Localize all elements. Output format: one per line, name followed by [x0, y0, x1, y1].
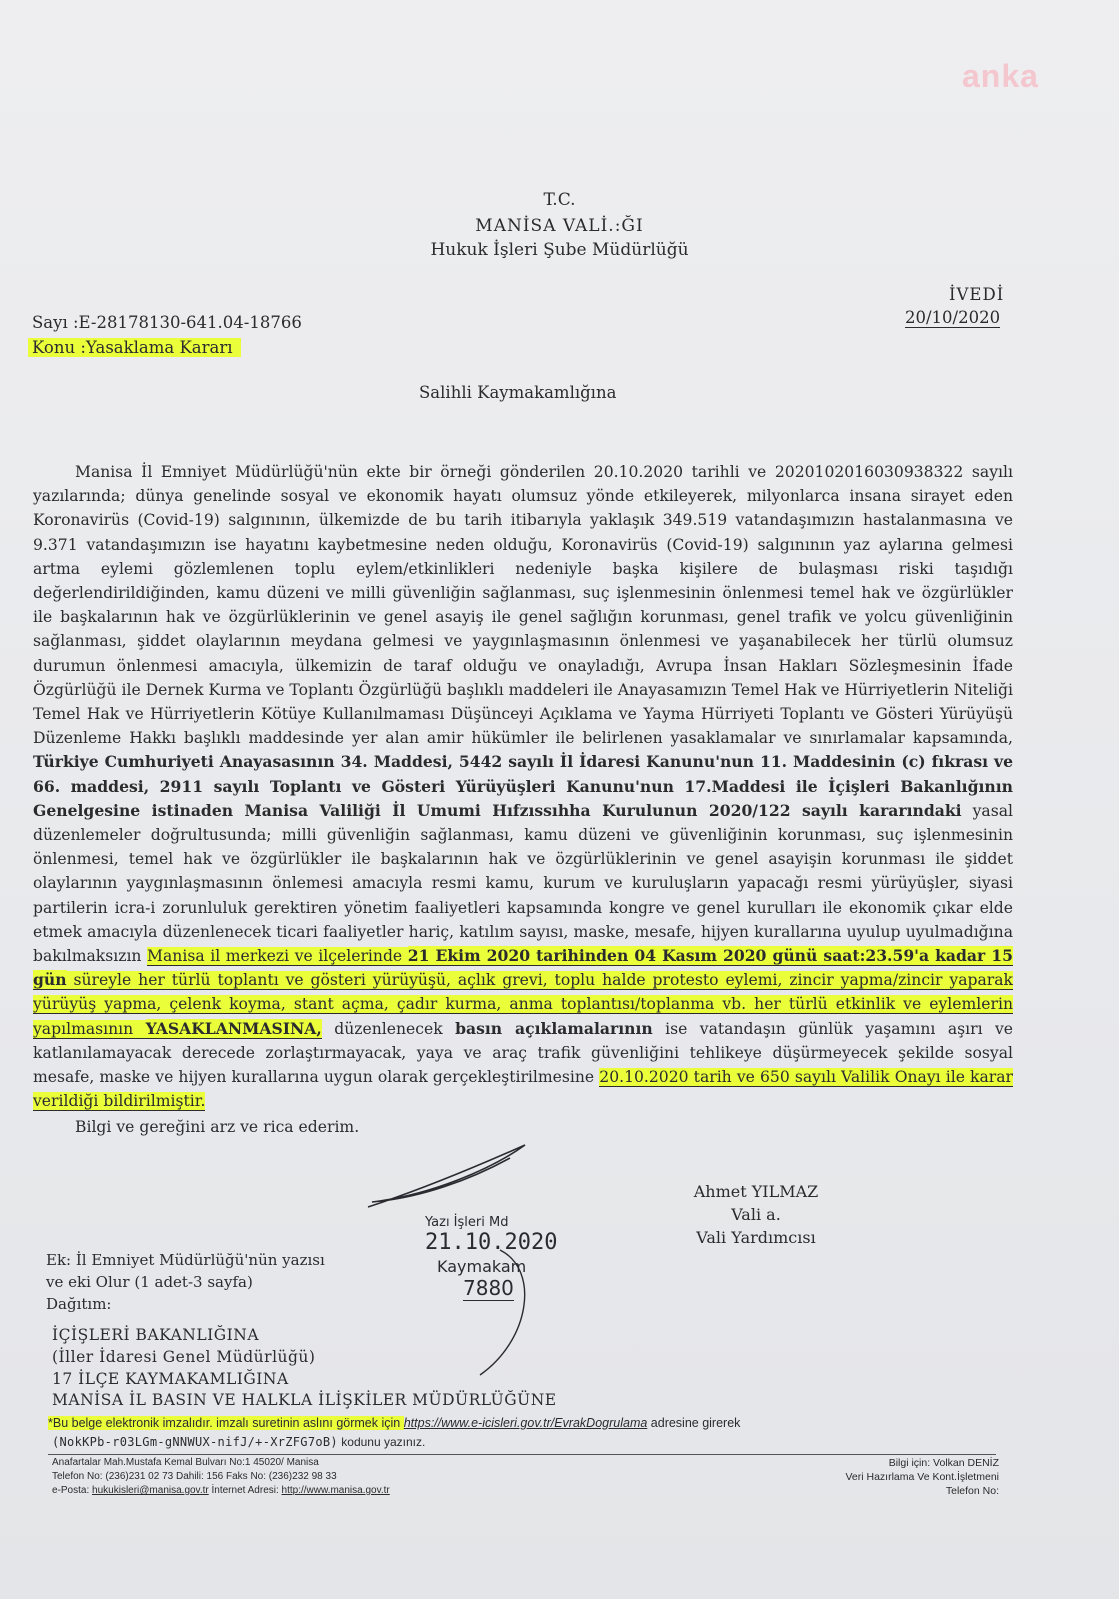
verification-link[interactable]: https://www.e-icisleri.gov.tr/EvrakDogrulama — [403, 1416, 648, 1430]
header-department: Hukuk İşleri Şube Müdürlüğü — [430, 240, 689, 260]
info-phone: Telefon No: — [945, 1485, 999, 1497]
e-signature-notice — [48, 1416, 740, 1430]
stamp-number: 7880 — [463, 1276, 514, 1300]
body-paragraph — [33, 460, 1013, 1113]
distribution-item: (İller İdaresi Genel Müdürlüğü) — [52, 1348, 316, 1366]
body-text-2: yasal düzenlemeler doğrultusunda; milli güvenliğin sağlanması, kamu düzeni ve güvenliğinin korunması, suç işlenmesinin önlenmesi, temel hak ve özgürlükler ile başkalarının hak ve özgürlüklerinin ve genel asayişin korunması ile şiddet olaylarının yaygınlaşmasının önlemesi amacıyla resmi kamu, kurum ve kuruluşların yapacağı resmi yürüyüşler, siyasi partilerin icra-i zorunluluk gerektiren yönetim faaliyetleri kapsamında kongre ve genel kurulları ile ekonomik çıkar elde etmek amacıyla düzenlenecek ticari faaliyetler hariç, katılım sayısı, maske, mesafe, hijyen kurallarına uyulup uyulmadığına bakılmaksızın — [33, 801, 1013, 966]
highlight-ban: YASAKLANMASINA, — [145, 1018, 322, 1038]
legal-basis-text: Türkiye Cumhuriyeti Anayasasının 34. Maddesi, 5442 sayılı İl İdaresi Kanunu'nun 11. Maddesinin (c) fıkrası ve 66. maddesi, 2911 sayılı Toplantı ve Gösteri Yürüyüşleri Kanunu'nun 17.Maddesi ile İçişleri Bakanlığının Genelgesine istinaden Manisa Valiliği İl Umumi Hıfzıssıhha Kurulunun 2020/122 sayılı kararındaki — [33, 752, 1013, 820]
body-text-3: düzenlenecek — [321, 1019, 456, 1038]
address-line: Anafartalar Mah.Mustafa Kemal Bulvarı No:1 45020/ Manisa — [52, 1457, 319, 1468]
contact-line — [52, 1484, 390, 1498]
distribution-heading: Dağıtım: — [46, 1295, 112, 1313]
header-tc: T.C. — [543, 190, 576, 210]
body-text-4: ise vatandaşın günlük yaşamını aşırı ve katlanılamayacak derecede zorlaştırmayacak, yaya ve araç trafik güvenliğini tehlikeye düşürmeyecek şekilde sosyal mesafe, maske ve hijyen kurallarına uygun olarak gerçekleştirilmesine — [33, 1019, 1014, 1087]
footer-address — [52, 1456, 390, 1498]
subject-line: Konu :Yasaklama Kararı — [28, 338, 241, 357]
stamp-department: Yazı İşleri Md — [425, 1215, 509, 1230]
header-institution: MANİSA VALİ.:ĞI — [475, 216, 644, 236]
attachment-line-2: ve eki Olur (1 adet-3 sayfa) — [46, 1273, 253, 1291]
verification-code: (NokKPb-r03LGm-gNNWUX-nifJ/+-XrZFG7oB) — [52, 1435, 338, 1449]
footer-divider — [48, 1454, 996, 1455]
signatory-title-2: Vali Yardımcısı — [696, 1228, 816, 1247]
e-signature-text-end: adresine girerek — [647, 1416, 741, 1430]
document-body — [33, 460, 1013, 1140]
email-label: e-Posta: — [52, 1485, 93, 1496]
highlight-approval: 20.10.2020 tarih ve 650 sayılı Valilik Onayı ile karar verildiği bildirilmiştir. — [33, 1068, 1013, 1111]
distribution-item: 17 İLÇE KAYMAKAMLIĞINA — [52, 1370, 289, 1388]
closing-sentence: Bilgi ve gereğini arz ve rica ederim. — [75, 1118, 360, 1137]
document-date: 20/10/2020 — [905, 308, 1001, 327]
verification-code-hint: kodunu yazınız. — [337, 1435, 426, 1449]
addressee: Salihli Kaymakamlığına — [419, 383, 617, 402]
attachment-line-1: Ek: İl Emniyet Müdürlüğü'nün yazısı — [46, 1251, 325, 1269]
anka-watermark: anka — [962, 58, 1039, 94]
signatory-title-1: Vali a. — [731, 1205, 781, 1224]
e-signature-text: *Bu belge elektronik imzalıdır. imzalı suretinin aslını görmek için — [48, 1416, 404, 1430]
web-link[interactable]: http://www.manisa.gov.tr — [281, 1485, 390, 1496]
email-link[interactable]: hukukisleri@manisa.gov.tr — [92, 1485, 209, 1496]
web-label: İnternet Adresi: — [208, 1485, 282, 1496]
phone-line: Telefon No: (236)231 02 73 Dahili: 156 Faks No: (236)232 98 33 — [52, 1471, 337, 1482]
urgency-label: İVEDİ — [949, 285, 1005, 304]
reference-number: Sayı :E-28178130-641.04-18766 — [32, 313, 302, 332]
signatory-name: Ahmet YILMAZ — [693, 1182, 819, 1201]
signature-block — [686, 1180, 826, 1249]
stamp-office: Kaymakam — [437, 1257, 527, 1276]
verification-code-line — [52, 1435, 425, 1449]
stamp-date: 21.10.2020 — [425, 1230, 558, 1255]
footer-contact-info — [846, 1456, 1000, 1498]
press-statements-text: basın açıklamalarının — [455, 1018, 653, 1038]
info-role: Veri Hazırlama Ve Kont.İşletmeni — [845, 1471, 999, 1483]
attachments-block — [46, 1249, 325, 1315]
distribution-item: İÇİŞLERİ BAKANLIĞINA — [52, 1326, 260, 1344]
highlight-dates: 21 Ekim 2020 tarihinden 04 Kasım 2020 günü saat:23.59'a kadar 15 gün — [33, 946, 1013, 990]
body-text-1: Manisa İl Emniyet Müdürlüğü'nün ekte bir örneği gönderilen 20.10.2020 tarihli ve 20201020160309383​22 sayılı yazılarında; dünya genelinde sosyal ve ekonomik hayatı olumsuz yönde etkileyerek, milyonlarca insana sirayet eden Koronavirüs (Covid-19) salgınının, ülkemizde de bu tarih itibarıyla yaklaşık 349.519 vatandaşımızın hastalanmasına ve 9.371 vatandaşımızın ise hayatını kaybetmesine neden olduğu, Koronavirüs (Covid-19) salgınının yaz aylarına gelmesi artma eylemi gözlemlenen toplu eylem/etkinlikleri nedeniyle başka kişilere de bulaşması riski taşıdığı değerlendirildiğinden, kamu düzeni ve milli güvenliğin sağlanması, suç işlenmesinin önlenmesi temel hak ve özgürlükler ile başkalarının hak ve özgürlüklerinin ve genel asayiş ile genel sağlığın korunması, genel trafik ve yolcu güvenliğinin sağlanması, şiddet olaylarının meydana gelmesi ve yaygınlaşmasının önlenmesi ve yaşanabilecek her türlü olumsuz durumun önlenmesi amacıyla, ülkemizin de taraf olduğu ve onayladığı, Avrupa İnsan Hakları Sözleşmesinin İfade Özgürlüğü ile Dernek Kurma ve Toplantı Özgürlüğü başlıklı maddeleri ile Anayasamızın Temel Hak ve Hürriyetlerin Niteliği Temel Hak ve Hürriyetlerin Kötüye Kullanılmaması Düşünceyi Açıklama ve Yayma Hürriyeti Toplantı ve Gösteri Yürüyüşü Düzenleme Hakkı başlıklı maddesinde yer alan amir hükümler ile belirlenen yasaklamalar ve sınırlamalar kapsamında, — [33, 463, 1013, 748]
distribution-item: MANİSA İL BASIN VE HALKLA İLİŞKİLER MÜDÜRLÜĞÜNE — [52, 1391, 557, 1409]
info-contact: Bilgi için: Volkan DENİZ — [888, 1457, 999, 1469]
received-stamp — [425, 1215, 557, 1301]
highlight-location: Manisa il merkezi ve ilçelerinde — [147, 947, 408, 966]
highlight-prohibitions: süreyle her türlü toplantı ve gösteri yürüyüşü, açlık grevi, toplu halde protesto eylemi, zincir yapma/zincir yaparak yürüyüş yapma, çelenk koyma, stant açma, çadır kurma, anma toplantısı/toplanma vb. her türlü etkinlik ve eylemlerin yapılmasının — [33, 971, 1013, 1038]
